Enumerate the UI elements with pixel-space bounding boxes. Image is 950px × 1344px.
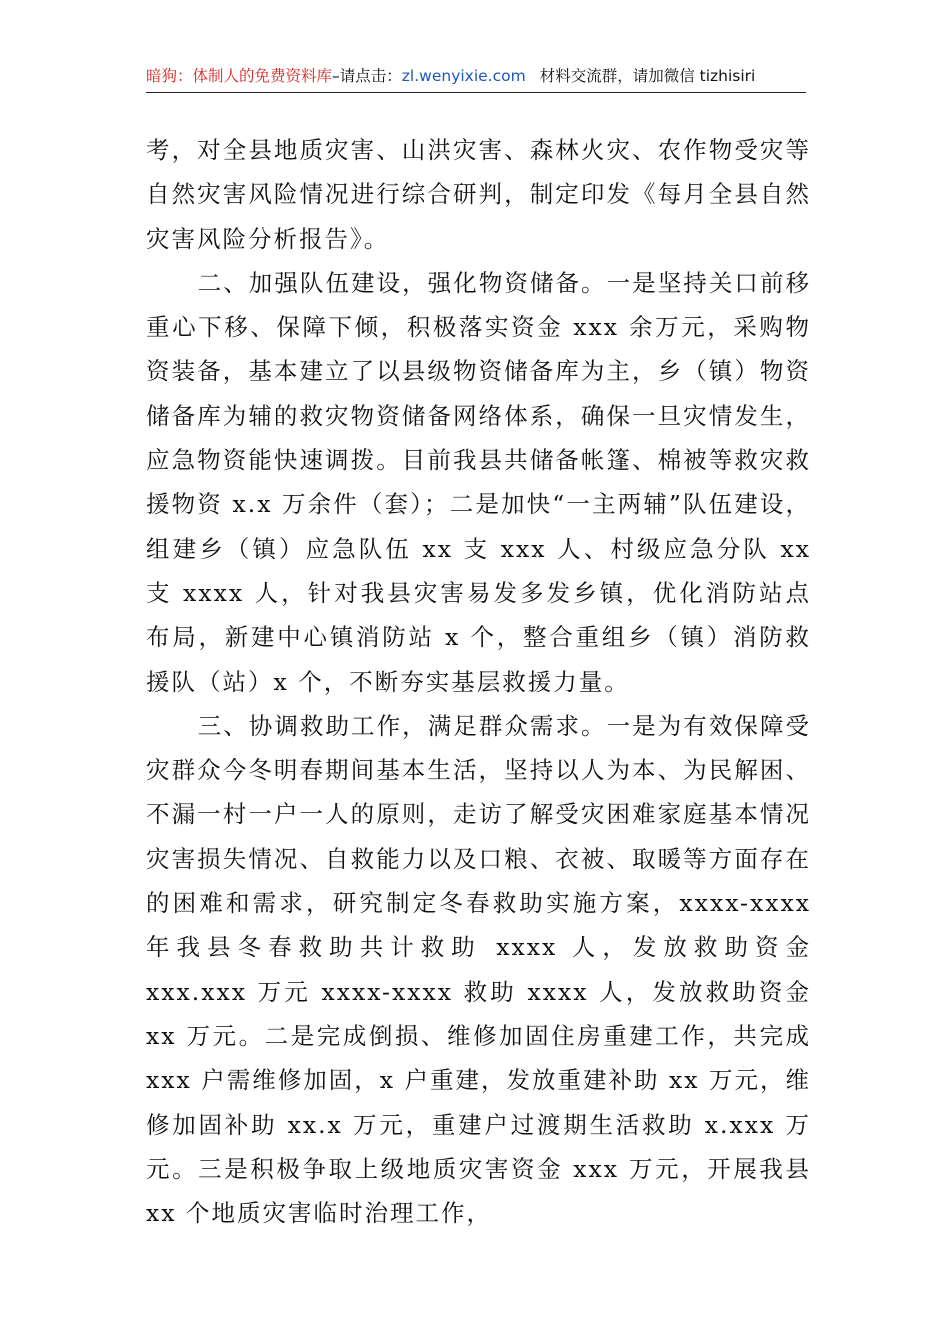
document-body — [146, 128, 811, 1235]
paragraph-relief-work: 三、协调救助工作，满足群众需求。一是为有效保障受灾群众今冬明春期间基本生活，坚持以人为本、为民解困、不漏一村一户一人的原则，走访了解受灾困难家庭基本情况灾害损失情况、自救能力以及口粮、衣被、取暖等方面存在的困难和需求，研究制定冬春救助实施方案，xxxx-xxxx 年我县冬春救助共计救助 xxxx 人，发放救助资金 xxx.xxx 万元 xxxx-xxxx 救助 xxxx 人，发放救助资金 xx 万元。二是完成倒损、维修加固住房重建工作，共完成 xxx 户需维修加固，x 户重建，发放重建补助 xx 万元，维修加固补助 xx.x 万元，重建户过渡期生活救助 x.xxx 万元。三是积极争取上级地质灾害资金 xxx 万元，开展我县 xx 个地质灾害临时治理工作， — [146, 711, 811, 1228]
header-brand: 暗狗：体制人的免费资料库 — [146, 67, 333, 85]
paragraph-continuation: 考，对全县地质灾害、山洪灾害、森林火灾、农作物受灾等自然灾害风险情况进行综合研判，制定印发《每月全县自然灾害风险分析报告》。 — [146, 136, 811, 253]
header-separator: –请点击： — [332, 67, 402, 85]
page-header — [146, 64, 806, 93]
paragraph-team-building: 二、加强队伍建设，强化物资储备。一是坚持关口前移重心下移、保障下倾，积极落实资金 xxx 余万元，采购物资装备，基本建立了以县级物资储备库为主，乡（镇）物资储备库为辅的救灾物资储备网络体系，确保一旦灾情发生，应急物资能快速调拨。目前我县共储备帐篷、棉被等救灾救援物资 x.x 万余件（套）；二是加快“一主两辅”队伍建设，组建乡（镇）应急队伍 xx 支 xxx 人、村级应急分队 xx 支 xxxx 人，针对我县灾害易发多发乡镇，优化消防站点布局，新建中心镇消防站 x 个，整合重组乡（镇）消防救援队（站）x 个，不断夯实基层救援力量。 — [146, 268, 811, 696]
header-contact: 材料交流群，请加微信 tizhisiri — [539, 67, 756, 85]
header-url-link[interactable]: zl.wenyixie.com — [401, 67, 526, 85]
